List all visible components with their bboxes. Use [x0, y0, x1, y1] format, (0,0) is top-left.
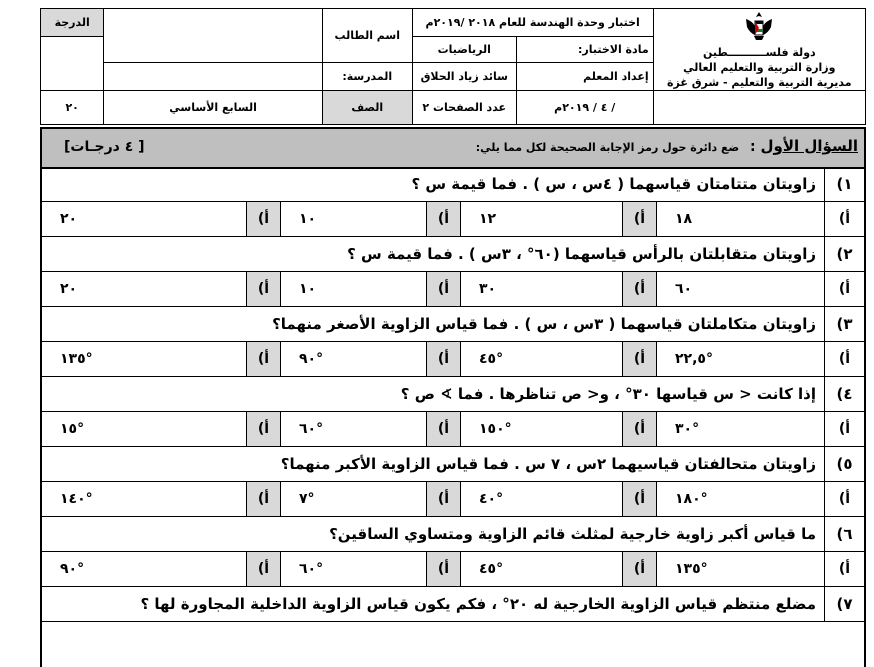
option-letter[interactable]: أ) — [622, 412, 656, 446]
question-row — [42, 307, 864, 342]
ministry-name: وزارة التربية والتعليم العالي — [683, 61, 836, 74]
option-letter[interactable]: أ) — [246, 272, 280, 306]
question-row — [42, 377, 864, 412]
option-letter[interactable]: أ) — [426, 202, 460, 236]
option-value: °٦٠ — [280, 412, 426, 446]
question-row — [42, 447, 864, 482]
question-number: ٢) — [824, 237, 864, 271]
eagle-emblem-icon — [742, 9, 776, 43]
option-letter[interactable]: أ) — [824, 482, 864, 516]
ministry-block — [653, 9, 865, 91]
class-label: الصف — [322, 91, 412, 125]
grade-label: الدرجة — [41, 9, 104, 37]
section-title: السؤال الأول — [760, 137, 858, 155]
question-row — [42, 167, 864, 202]
answer-row — [42, 202, 864, 237]
section-header — [42, 129, 864, 169]
question-number: ٧) — [824, 587, 864, 621]
option-letter[interactable]: أ) — [246, 552, 280, 586]
subject-value: الرياضيات — [412, 37, 516, 63]
option-value: ١٠ — [280, 272, 426, 306]
question-number: ٦) — [824, 517, 864, 551]
option-value: °١٣٥ — [656, 552, 824, 586]
option-letter[interactable]: أ) — [824, 272, 864, 306]
question-text: زاويتان متتامتان قياسهما ( ٤س ، س ) . فما قيمة س ؟ — [411, 175, 816, 193]
option-value: °١٤٠ — [60, 491, 93, 507]
option-value: ١٠ — [280, 202, 426, 236]
section-title-line — [476, 137, 858, 155]
school-field[interactable] — [104, 63, 322, 91]
student-name-label: اسم الطالب — [322, 9, 412, 63]
question-row — [42, 237, 864, 272]
option-value: °٢٢,٥ — [656, 342, 824, 376]
option-letter[interactable]: أ) — [824, 202, 864, 236]
question-row — [42, 587, 864, 622]
exam-header — [40, 8, 866, 125]
section-marks: [ ٤ درجـات] — [64, 139, 145, 155]
teacher-value: سائد زياد الحلاق — [412, 63, 516, 91]
answer-row — [42, 412, 864, 447]
option-letter[interactable]: أ) — [622, 552, 656, 586]
option-value: °٣٠ — [656, 412, 824, 446]
class-value: السابع الأساسي — [104, 91, 322, 125]
option-letter[interactable]: أ) — [246, 202, 280, 236]
grade-value: ٢٠ — [41, 91, 104, 125]
grade-blank-cell — [41, 37, 104, 91]
option-letter[interactable]: أ) — [426, 552, 460, 586]
option-letter[interactable]: أ) — [824, 552, 864, 586]
option-value: °٦٠ — [280, 552, 426, 586]
question-number: ٥) — [824, 447, 864, 481]
state-name: دولة فلســــــــــطين — [702, 46, 816, 59]
question-text: ما قياس أكبر زاوية خارجية لمثلث قائم الزاوية ومتساوي الساقين؟ — [329, 525, 816, 543]
question-text: زاويتان متقابلتان بالرأس قياسهما (٦٠° ، ٣س ) . فما قيمة س ؟ — [347, 245, 816, 263]
option-letter[interactable]: أ) — [622, 482, 656, 516]
question-text: مضلع منتظم قياس الزاوية الخارجية له ٢٠° ، فكم يكون قياس الزاوية الداخلية المجاورة لها ؟ — [140, 595, 816, 613]
option-value: ٢٠ — [60, 281, 78, 297]
option-letter[interactable]: أ) — [426, 342, 460, 376]
option-value: °١٨٠ — [656, 482, 824, 516]
option-letter[interactable]: أ) — [622, 272, 656, 306]
pages-count: عدد الصفحات ٢ — [412, 91, 516, 125]
exam-title: اختبار وحدة الهندسة للعام ٢٠١٨ /٢٠١٩م — [412, 9, 653, 37]
answer-row — [42, 552, 864, 587]
option-letter[interactable]: أ) — [246, 342, 280, 376]
section-instruction: ضع دائرة حول رمز الإجابة الصحيحة لكل مما يلي: — [475, 141, 740, 154]
answer-row — [42, 342, 864, 377]
subject-label: مادة الاختبار: — [516, 37, 653, 63]
option-value: °١٥ — [60, 421, 85, 437]
option-value: ١٨ — [656, 202, 824, 236]
student-name-field[interactable] — [104, 9, 322, 63]
option-value: ١٢ — [460, 202, 622, 236]
directorate-name: مديرية التربية والتعليم - شرق غزة — [667, 76, 852, 89]
question-text: زاويتان متكاملتان قياسهما ( ٣س ، س ) . فما قياس الزاوية الأصغر منهما؟ — [272, 315, 816, 333]
option-value: °١٣٥ — [60, 351, 93, 367]
section-colon: : — [750, 139, 756, 155]
option-letter[interactable]: أ) — [824, 342, 864, 376]
option-letter[interactable]: أ) — [246, 482, 280, 516]
question-one-section — [40, 127, 866, 667]
option-value: ٢٠ — [60, 211, 78, 227]
option-value: °١٥٠ — [460, 412, 622, 446]
answer-row — [42, 272, 864, 307]
option-value: °٩٠ — [280, 342, 426, 376]
option-value: ٦٠ — [656, 272, 824, 306]
answer-row — [42, 482, 864, 517]
directorate-spacer — [653, 91, 865, 125]
option-value: °٤٥ — [460, 552, 622, 586]
option-value: °٤٠ — [460, 482, 622, 516]
option-letter[interactable]: أ) — [426, 482, 460, 516]
question-number: ٤) — [824, 377, 864, 411]
option-letter[interactable]: أ) — [622, 202, 656, 236]
question-number: ١) — [824, 167, 864, 201]
option-letter[interactable]: أ) — [426, 412, 460, 446]
question-row — [42, 517, 864, 552]
option-value: ٣٠ — [460, 272, 622, 306]
option-value: °٤٥ — [460, 342, 622, 376]
option-value: °٩٠ — [60, 561, 85, 577]
date-value: / ٤ / ٢٠١٩م — [516, 91, 653, 125]
question-text: زاويتان متحالفتان قياسيهما ٢س ، ٧ س . فما قياس الزاوية الأكبر منهما؟ — [280, 455, 816, 473]
option-letter[interactable]: أ) — [622, 342, 656, 376]
teacher-label: إعداد المعلم — [516, 63, 653, 91]
question-text: إذا كانت < س قياسها ٣٠° ، و< ص تناظرها . فما ∢ ص ؟ — [400, 385, 816, 403]
option-letter[interactable]: أ) — [246, 412, 280, 446]
school-label: المدرسة: — [322, 63, 412, 91]
question-number: ٣) — [824, 307, 864, 341]
option-value: °٧ — [280, 482, 426, 516]
option-letter[interactable]: أ) — [824, 412, 864, 446]
option-letter[interactable]: أ) — [426, 272, 460, 306]
